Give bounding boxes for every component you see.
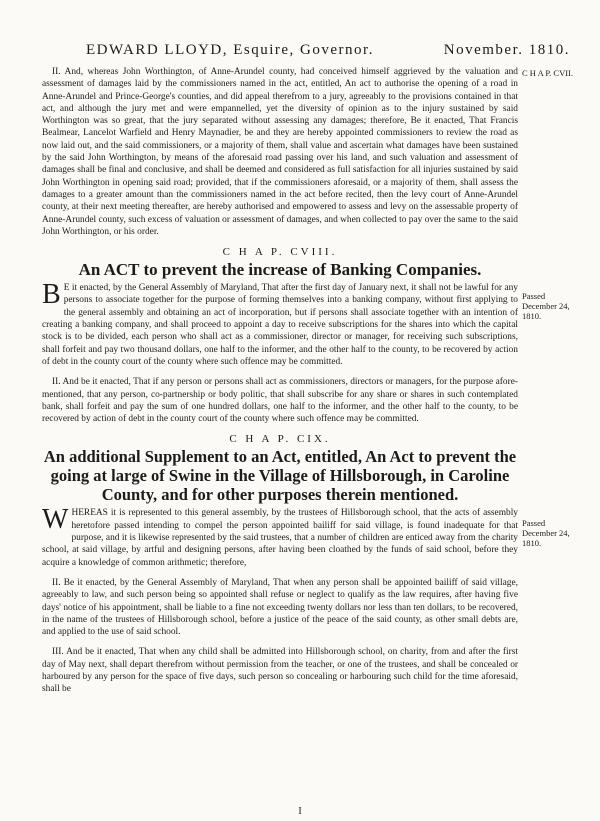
chap-cix-title: An additional Supplement to an Act, entitled, An Act to prevent the going at large of Swine in the Village of Hillsborough, in Caroline County, and for other purposes therein mentioned. [43,447,517,505]
drop-cap-w: W [42,504,69,536]
drop-cap-b: B [42,279,61,311]
page-folio: I [298,806,302,817]
margin-note-passed-cix: Passed December 24, 1810. [522,518,570,548]
chap-cviii-section-i-text: E it enacted, by the General Assembly of Maryland, That after the first day of January next, it shall not be lawful for any persons to associate together for the purpose of forming themselves into a banking company, without first applying to the general assembly and obtaining an act of incorporation, but if persons shall associate together with an intention of creating a banking company, and shall proceed to appoint a day to receive subscriptions for the shares into which the capital stock is to be divided, each person who shall act as a commissioner, director or manager, for receiving such subscriptions, shall forfeit and pay two thousand dollars, one half to the informer, and the other half to the county, to be recovered by action of debt in the county court of the county where such offence may be committed. [42,283,518,367]
chap-cviii-section-i [42,279,518,368]
chap-cix-section-iii: III. And be it enacted, That when any child shall be admitted into Hillsborough school, on charity, from and after the first day of May next, shall depart therefrom without permission from the teacher, or one of the trustees, and shall be concealed or harboured by any person for the space of five days, such person so concealing or harbouring such child for the time aforesaid, shall be [42,647,518,695]
chap-cviii-title: An ACT to prevent the increase of Banking Companies. [78,260,482,280]
chap-cix-preamble-text: HEREAS it is represented to this general assembly, by the trustees of Hillsborough school, that the acts of assembly heretofore passed intending to compel the person appointed bailiff for said village, is found inadequate for that purpose, and it is likewise represented by the said trustees, that a number of children are enticed away from the charity school, at said village, by artful and designing persons, after having been cloathed by the funds of said school, before they acquire a knowledge of common arithmetic; therefore, [42,508,518,568]
margin-note-passed-cviii: Passed December 24, 1810. [522,291,570,321]
running-header [86,42,570,59]
margin-note-chap-cvii: C H A P. CVII. [522,68,574,78]
chap-cix-section-ii: II. Be it enacted, by the General Assembly of Maryland, That when any person shall be appointed bailiff of said village, agreeably to law, and such person being so appointed shall refuse or neglect to qualify as the law requires, after having five days' notice of his appointment, shall be liable to a fine not exceeding twenty dollars nor less than ten dollars, to be recovered, in the name of the trustees of Hillsborough school, before a justice of the peace of the said county, as other small debts are, and applied to the use of said school. [42,577,518,638]
header-governor: EDWARD LLOYD, Esquire, Governor. [86,42,374,58]
main-text [42,66,518,704]
header-date: November. 1810. [443,42,570,58]
chap-cviii-heading: C H A P. CVIII. [222,246,338,259]
chap-cix-preamble [42,504,518,568]
chap-cviii-section-ii: II. And be it enacted, That if any person or persons shall act as commissioners, directors or managers, for the purpose afore-mentioned, that any person, co-partnership or body politic, that shall subscribe for any share or shares in such contemplated bank, shall forfeit and pay the sum of one hundred dollars, one half to the informer, and the other half to the county, to be recovered by action of debt in the county court of the county where such offence may be committed. [42,377,518,425]
chap-cvii-section-ii: II. And, whereas John Worthington, of Anne-Arundel county, had conceived himself aggrieved by the valuation and assessment of damages laid by the commissioners named in the act, entitled, An act to authorise the opening of a road in Anne-Arundel and Prince-George's counties, and did appeal therefrom to a jury, agreeably to the provisions contained in that act, and although the jury met and were empannelled, yet the diversity of opinion as to the injury sustained by said Worthington was so great, that the jury separated without assessing any damages; therefore, Be it enacted, That Francis Bealmear, Lancelot Warfield and Henry Maynadier, be and they are hereby appointed commissioners to review the road as now laid out, and the said commissioners, or a majority of them, shall value and ascertain what damages have been sustained by the said John Worthington, by means of the aforesaid road passing over his land, and such valuation and assessment of damages shall be final and conclusive, and shall be deemed and considered as full satisfaction for all injuries sustained by said John Worthington in opening said road; provided, that if the commissioners aforesaid, or a majority of them, shall assess the damages to a greater amount than the commissioners named in the act before recited, then the levy court of Anne-Arundel county, at their next meeting thereafter, are hereby authorised and empowered to assess and levy on the assessable property of Anne-Arundel county, such excess of valuation or assessment of damages, and when collected to pay over the same to the said John Worthington, or his order. [42,67,518,237]
chap-cix-heading: C H A P. CIX. [229,433,331,446]
